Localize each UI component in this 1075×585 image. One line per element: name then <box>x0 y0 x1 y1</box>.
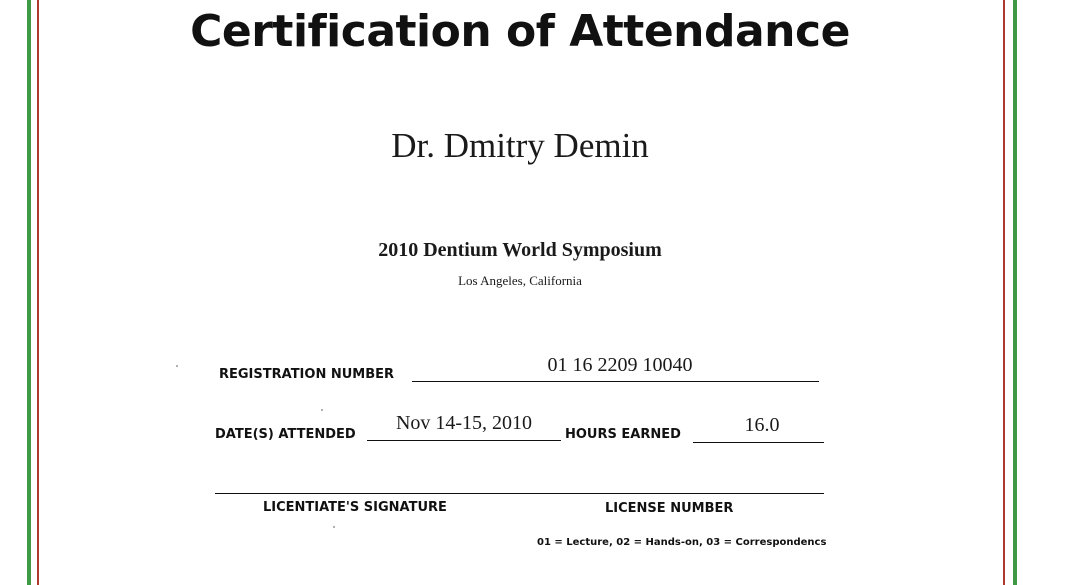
left-green-border <box>27 0 31 585</box>
hours-earned-label: HOURS EARNED <box>565 427 681 442</box>
registration-number-line <box>412 381 819 382</box>
dates-attended-value: Nov 14-15, 2010 <box>395 412 533 434</box>
signature-license-line <box>215 493 824 494</box>
event-location: Los Angeles, California <box>458 273 582 288</box>
license-number-label: LICENSE NUMBER <box>605 501 734 516</box>
licentiate-signature-label: LICENTIATE'S SIGNATURE <box>263 500 447 515</box>
right-red-border <box>1003 0 1005 585</box>
event-name: 2010 Dentium World Symposium <box>378 239 662 261</box>
left-red-border <box>37 0 39 585</box>
recipient-name: Dr. Dmitry Demin <box>391 126 649 165</box>
scan-speck <box>176 365 178 367</box>
hours-earned-value: 16.0 <box>744 414 780 436</box>
right-green-border <box>1013 0 1017 585</box>
hours-earned-line <box>693 442 824 443</box>
registration-number-value: 01 16 2209 10040 <box>547 354 693 376</box>
registration-number-label: REGISTRATION NUMBER <box>219 367 395 382</box>
dates-attended-label: DATE(S) ATTENDED <box>215 427 356 442</box>
certificate-title: Certification of Attendance <box>190 6 850 57</box>
scan-speck <box>321 409 323 411</box>
dates-attended-line <box>367 440 561 441</box>
scan-speck <box>333 526 335 528</box>
course-type-legend: 01 = Lecture, 02 = Hands-on, 03 = Correspondencs <box>537 537 827 548</box>
